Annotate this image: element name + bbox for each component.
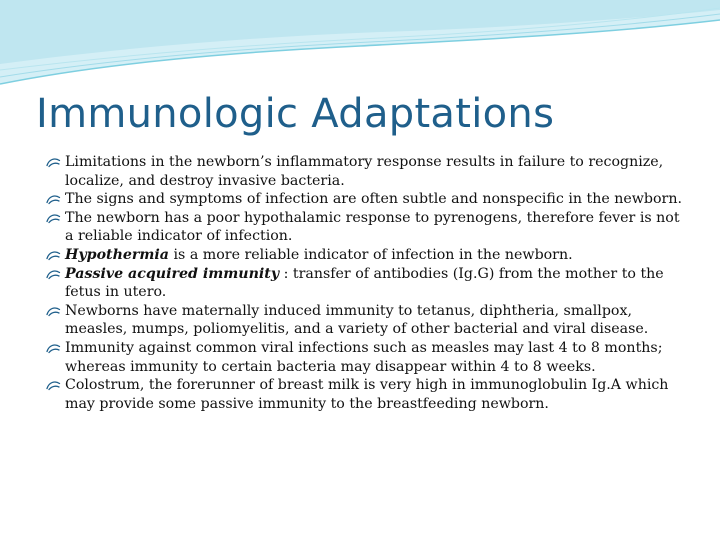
swirl-bullet-icon bbox=[46, 157, 61, 168]
bullet-text: The signs and symptoms of infection are often subtle and nonspecific in the newborn. bbox=[65, 191, 682, 208]
swirl-bullet-icon bbox=[46, 213, 61, 224]
bullet-text: Limitations in the newborn’s inflammatory response results in failure to recognize, localize, and destroy invasive bacteria. bbox=[65, 154, 664, 189]
bullet-text: is a more reliable indicator of infection in the newborn. bbox=[169, 246, 573, 263]
bullet-text: The newborn has a poor hypothalamic response to pyrenogens, therefore fever is not a reliable indicator of infection. bbox=[65, 209, 680, 245]
bullet-item bbox=[46, 246, 686, 265]
bullet-item bbox=[46, 339, 686, 376]
bullet-list bbox=[46, 153, 686, 413]
swirl-bullet-icon bbox=[46, 380, 61, 391]
bullet-emphasis: Hypothermia bbox=[65, 246, 169, 263]
bullet-text: Newborns have maternally induced immunity to tetanus, diphtheria, smallpox, measles, mumps, poliomyelitis, and a variety of other bacterial and viral disease. bbox=[65, 302, 649, 338]
bullet-item bbox=[46, 302, 686, 339]
bullet-item bbox=[46, 153, 686, 190]
bullet-emphasis: Passive acquired immunity bbox=[65, 265, 280, 282]
swirl-bullet-icon bbox=[46, 343, 61, 354]
bullet-item bbox=[46, 190, 686, 209]
bullet-item bbox=[46, 265, 686, 302]
header-wave-decoration bbox=[0, 0, 720, 90]
bullet-item bbox=[46, 209, 686, 246]
swirl-bullet-icon bbox=[46, 250, 61, 261]
swirl-bullet-icon bbox=[46, 194, 61, 205]
swirl-bullet-icon bbox=[46, 306, 61, 317]
bullet-text: Colostrum, the forerunner of breast milk is very high in immunoglobulin Ig.A which may provide some passive immunity to the breastfeeding newborn. bbox=[65, 377, 669, 412]
bullet-text: Immunity against common viral infections such as measles may last 4 to 8 months; whereas immunity to certain bacteria may disappear within 4 to 8 weeks. bbox=[65, 339, 663, 375]
swirl-bullet-icon bbox=[46, 269, 61, 280]
bullet-item bbox=[46, 376, 686, 413]
slide-title: Immunologic Adaptations bbox=[36, 91, 555, 137]
bullet-text: : transfer of antibodies (Ig.G) from the mother to the fetus in utero. bbox=[65, 265, 664, 301]
